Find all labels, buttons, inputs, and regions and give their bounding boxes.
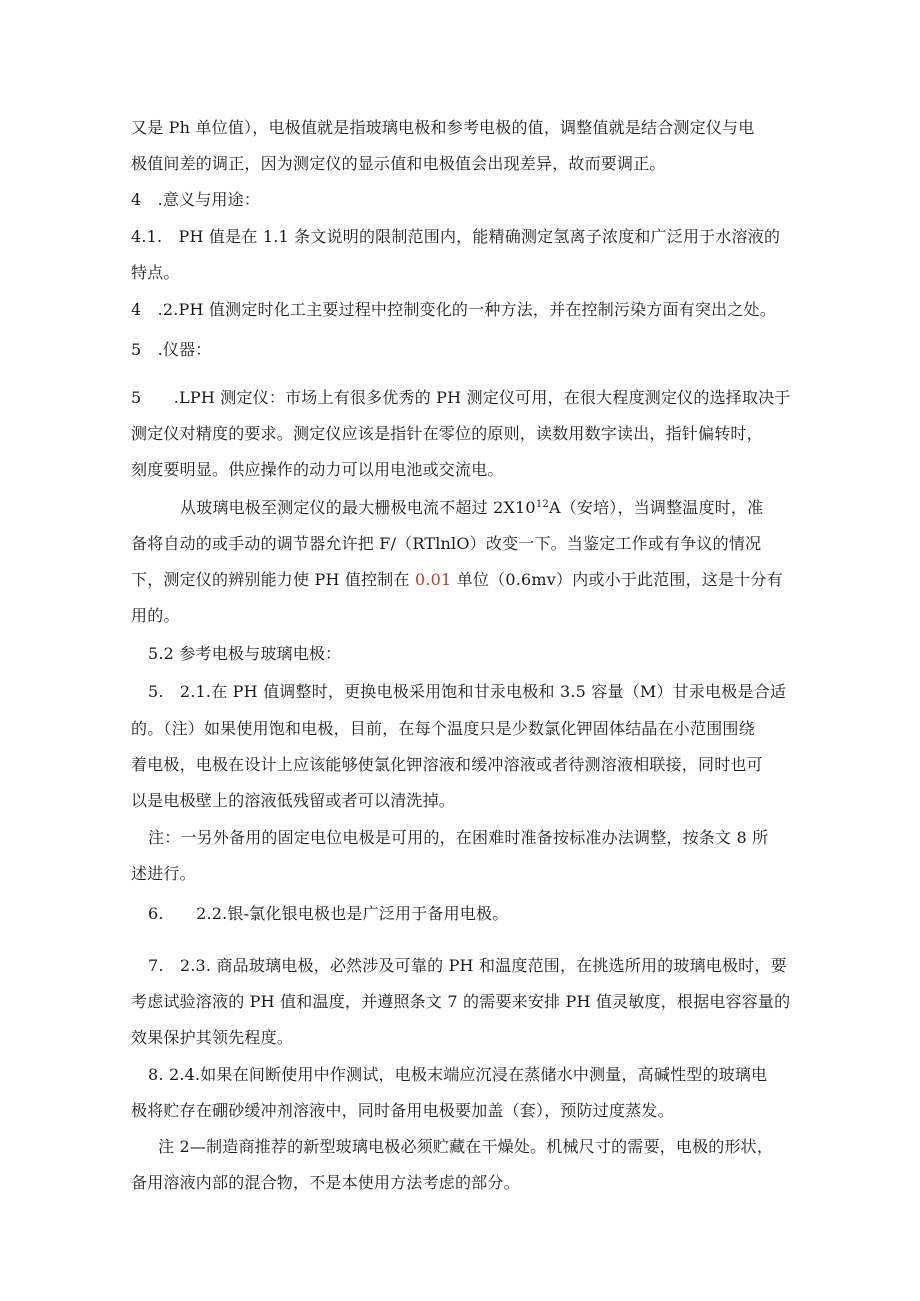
paragraph-line: 极将贮存在硼砂缓冲剂溶液中，同时备用电极要加盖（套），预防过度蒸发。 — [131, 1101, 674, 1120]
paragraph-line: 4.1. PH 值是在 1.1 条文说明的限制范围内，能精确测定氢离子浓度和广泛用于水溶液的 — [131, 227, 781, 246]
paragraph-line — [131, 569, 783, 591]
paragraph-line: 着电极，电极在设计上应该能够使氯化钾溶液和缓冲溶液或者待测溶液相联接，同时也可 — [131, 755, 763, 774]
paragraph-line — [180, 497, 763, 519]
paragraph-line: 用的。 — [131, 606, 180, 625]
paragraph-line: 的。（注）如果使用饱和电极，目前，在每个温度只是少数氯化钾固体结晶在小范围围绕 — [131, 719, 755, 738]
section-heading: 5 .仪器： — [131, 340, 212, 359]
paragraph-line: 备将自动的或手动的调节器允许把 F/（RTlnlO）改变一下。当鉴定工作或有争议的情况 — [131, 534, 762, 553]
text-span: 从玻璃电极至测定仪的最大栅极电流不超过 2X10 — [180, 498, 536, 517]
paragraph-line: 6. 2.2.银-氯化银电极也是广泛用于备用电极。 — [148, 904, 509, 923]
superscript: 12 — [535, 499, 549, 510]
note-line: 备用溶液内部的混合物，不是本使用方法考虑的部分。 — [131, 1173, 520, 1192]
paragraph-line: 效果保护其领先程度。 — [131, 1028, 294, 1047]
text-span: 下，测定仪的辨别能力使 PH 值控制在 — [131, 570, 410, 589]
paragraph-line: 刻度要明显。供应操作的动力可以用电池或交流电。 — [131, 460, 504, 479]
section-heading: 5.2 参考电极与玻璃电极： — [148, 644, 342, 663]
paragraph-line: 5 .LPH 测定仪：市场上有很多优秀的 PH 测定仪可用，在很大程度测定仪的选择取决于 — [131, 388, 791, 407]
paragraph-line: 4 .2.PH 值测定时化工主要过程中控制变化的一种方法，并在控制污染方面有突出之处。 — [131, 300, 776, 319]
paragraph-line: 7. 2.3. 商品玻璃电极，必然涉及可靠的 PH 和温度范围，在挑选所用的玻璃电极时，要 — [148, 956, 787, 975]
note-line: 注 2—制造商推荐的新型玻璃电极必须贮藏在干燥处。机械尺寸的需要，电极的形状， — [158, 1137, 774, 1156]
paragraph-line: 考虑试验溶液的 PH 值和温度，并遵照条文 7 的需要来安排 PH 值灵敏度，根据电容容量的 — [131, 992, 791, 1011]
note-line: 述进行。 — [131, 864, 196, 883]
text-span: A（安培），当调整温度时，准 — [548, 498, 764, 517]
text-span: 单位（0.6mv）内或小于此范围，这是十分有 — [456, 570, 783, 589]
paragraph-line: 以是电极壁上的溶液低残留或者可以清洗掉。 — [131, 791, 456, 810]
paragraph-line: 测定仪对精度的要求。测定仪应该是指针在零位的原则，读数用数字读出，指针偏转时， — [131, 424, 763, 443]
note-line: 注：一另外备用的固定电位电极是可用的，在困难时准备按标准办法调整，按条文 8 所 — [148, 828, 769, 847]
highlighted-value: 0.01 — [415, 570, 452, 589]
paragraph-line: 又是 Ph 单位值），电极值就是指玻璃电极和参考电极的值，调整值就是结合测定仪与电 — [131, 118, 755, 137]
paragraph-line: 特点。 — [131, 263, 180, 282]
paragraph-line: 8. 2.4.如果在间断使用中作测试，电极末端应沉浸在蒸储水中测量，高碱性型的玻璃电 — [148, 1065, 768, 1084]
paragraph-line: 极值间差的调正，因为测定仪的显示值和电极值会出现差异，故而要调正。 — [131, 154, 666, 173]
section-heading: 4 .意义与用途： — [131, 190, 261, 209]
paragraph-line: 5. 2.1.在 PH 值调整时，更换电极采用饱和甘汞电极和 3.5 容量（M）甘汞电极是合适 — [148, 682, 787, 701]
